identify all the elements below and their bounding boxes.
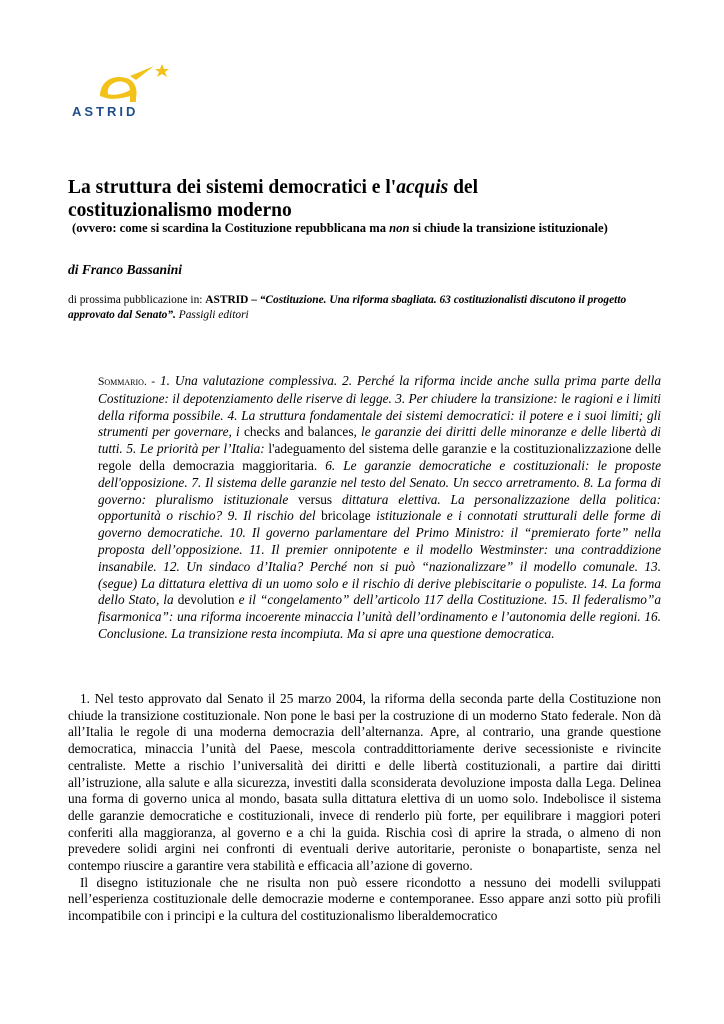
summary-text: dittatura elettiva. La personalizzazione della politica: opportunità o rischio? 9. Il rischio del: [98, 491, 661, 524]
summary-term: devolution: [177, 592, 235, 608]
body-paragraph-1: 1. Nel testo approvato dal Senato il 25 marzo 2004, la riforma della seconda parte della Costituzione non chiude la transizione costituzionale. Non pone le basi per la costruzione di un moderno Stato federale. Non dà all’Italia le regole di una moderna democrazia dell’alternanza. Apre, al contrario, una grande questione democratica, minaccia l’unità del Paese, mescola contraddittoriamente derive secessioniste e rivincite centraliste. Mette a rischio l’universalità dei diritti e delle libertà costituzionali, a partire dai diritti all’istruzione, alla salute e alla sicurezza, investiti dalla sconsiderata devoluzione imposta dalla Lega. Delinea una forma di governo unica al mondo, basata sulla dittatura elettiva di un uomo solo. Indebolisce il sistema delle garanzie democratiche e costituzionali, invece di renderlo più forte, per equilibrare i maggiori poteri conferiti alla maggioranza, al governo e a chi la guida. Rischia così di aprire la strada, o almeno di non prevedere solidi argini nei confronti di eventuali derive autoritarie, peroniste o bonapartiste, senza nel contempo riuscire a garantire vera stabilità e efficacia all’azione di governo.: [68, 691, 661, 874]
body-text: [68, 691, 661, 925]
summary-text: , le garanzie dei diritti delle minoranze e delle libertà di tutti. 5. Le priorità per l’Italia:: [98, 424, 662, 457]
summary-term: l'adeguamento del sistema delle garanzie e la costituzionalizzazione delle regole della democrazia maggioritaria.: [98, 441, 661, 473]
summary-term: checks: [243, 424, 281, 440]
publication-book-title: “Costituzione. Una riforma sbagliata. 63 costituzionalisti discutono il progetto approvato dal Senato”.: [68, 294, 627, 321]
subtitle-italic: non: [389, 221, 410, 235]
summary-lead: Sommario. -: [98, 376, 156, 388]
document-title: [68, 176, 668, 222]
summary-text: 6. Le garanzie democratiche e costituzionali: le proposte dell'opposizione. 7. Il sistema delle garanzie nel testo del Senato. Un secco arretramento. 8. La forma di governo: pluralismo istituzionale: [98, 457, 661, 507]
title-part: del: [448, 177, 478, 198]
body-paragraph-2: Il disegno istituzionale che ne risulta non può essere ricondotto a nessuno dei modelli sviluppati nell’esperienza costituzionale delle democrazie moderne e contemporanee. Esso appare anzi sotto più profili incompatibile con i principi e la cultura del costituzionalismo liberaldemocratico: [68, 874, 661, 924]
subtitle-part: si chiude la transizione istituzionale): [409, 221, 608, 235]
title-part: La struttura dei sistemi democratici e l': [68, 177, 397, 198]
astrid-logo-text: ASTRID: [72, 104, 139, 119]
publication-astrid: ASTRID –: [205, 294, 260, 306]
summary-term: and balances: [284, 424, 354, 440]
summary-term: bricolage: [321, 508, 371, 524]
publication-prefix: di prossima pubblicazione in:: [68, 294, 206, 306]
author-line: di Franco Bassanini: [68, 262, 183, 277]
title-line2: costituzionalismo moderno: [68, 200, 292, 221]
title-italic: acquis: [396, 177, 449, 198]
document-subtitle: [72, 221, 692, 236]
summary-text: istituzionale e i connotati strutturali delle forme di governo democratiche. 10. Il governo parlamentare del Primo Ministro: il “premierato forte” nella proposta dell’opposizione. 11. Il premier onnipotente e il modello Westminster: una contraddizione insanabile. 12. Un sindaco d’Italia? Perché non si può “nazionalizzare” il modello comunale. 13. (segue) La dittatura elettiva di un uomo solo e il rischio di derive plebiscitarie o populiste. 14. La forma dello Stato, la: [98, 508, 661, 608]
subtitle-part: (ovvero: come si scardina la Costituzione repubblicana ma: [72, 221, 390, 235]
summary-text: 1. Una valutazione complessiva. 2. Perché la riforma incide anche sulla prima parte della Costituzione: il depotenziamento delle riserve di legge. 3. Per chiudere la transizione: le ragioni e i limiti della riforma possibile. 4. La struttura fondamentale dei sistemi democratici: il potere e i suoi limiti; gli strumenti per governare, i: [98, 373, 661, 440]
publication-publisher: Passigli editori: [175, 309, 249, 321]
publication-note: [68, 293, 668, 323]
summary-term: versus: [298, 491, 333, 507]
summary-text: e il “congelamento” dell’articolo 117 della Costituzione. 15. Il federalismo”a fisarmonica”: una riforma incoerente minaccia l’unità dell’ordinamento e l’autonomia delle regioni. 16. Conclusione. La transizione resta incompiuta. Ma si apre una questione democratica.: [98, 592, 661, 641]
summary-paragraph: [98, 373, 661, 643]
